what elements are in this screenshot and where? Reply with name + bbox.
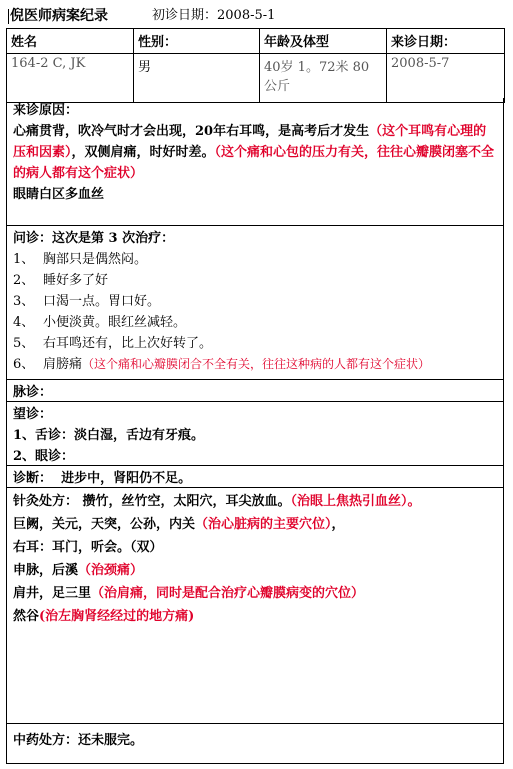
acu-line-6: 然谷(治左胸肾经经过的地方痛) xyxy=(13,609,195,624)
shoulder-note: （这个痛和心瓣膜闭合不全有关，往往这种病的人都有这个症状） xyxy=(82,357,431,371)
acu-line-3: 右耳：耳门，听会。（双） xyxy=(13,540,163,555)
diagnosis-line xyxy=(13,468,497,489)
acu-line-4: 申脉，后溪（治颈痛） xyxy=(13,563,144,578)
acupuncture-section xyxy=(6,488,504,724)
list-item: 1、 胸部只是偶然闷。 xyxy=(13,252,148,267)
reason-note1: （这个耳鸣有心理的压和因素） xyxy=(13,124,487,160)
value-sex: 男 xyxy=(134,54,260,103)
header-name: 姓名 xyxy=(7,29,134,54)
pulse-section xyxy=(6,380,504,402)
inquiry-label: 问诊：这次是第 3 次治疗： xyxy=(13,231,175,246)
observe-label: 望诊： xyxy=(13,407,53,422)
list-item: 3、 口渴一点。胃口好。 xyxy=(13,294,161,309)
list-item: 5、 右耳鸣还有，比上次好转了。 xyxy=(13,336,213,351)
reason-eye: 眼睛白区多血丝 xyxy=(13,187,105,202)
title-row xyxy=(6,4,504,28)
text-cursor xyxy=(8,9,9,24)
value-visit-date: 2008-5-7 xyxy=(387,54,505,103)
diagnosis-section xyxy=(6,466,504,488)
inquiry-section xyxy=(6,226,504,380)
reason-line2: ，双侧肩痛，时好时差。 xyxy=(71,145,215,160)
value-age: 40岁 1。72米 80公斤 xyxy=(260,54,387,103)
herbal-text: 中药处方：还未服完。 xyxy=(13,733,144,748)
reason-section xyxy=(6,98,504,226)
reason-line1: 心痛贯背，吹冷气时才会出现，20年右耳鸣，是高考后才发生 xyxy=(13,124,370,139)
diagnosis-text: 进步中，肾阳仍不足。 xyxy=(61,471,192,486)
pulse-label: 脉诊： xyxy=(13,385,53,400)
reason-note2: （这个痛和心包的压力有关，往往心瓣膜闭塞不全的病人都有这个症状） xyxy=(13,145,495,181)
acu-line-5: 肩井，足三里（治肩痛，同时是配合治疗心瓣膜病变的穴位） xyxy=(13,586,365,601)
diagnosis-label: 诊断： xyxy=(13,471,53,486)
header-sex: 性别： xyxy=(134,29,260,54)
acu-line-2: 巨阙，关元，天突，公孙，内关（治心脏病的主要穴位）， xyxy=(13,517,345,532)
header-age: 年龄及体型 xyxy=(260,29,387,54)
list-item: 2、 睡好多了好 xyxy=(13,273,109,288)
reason-label: 来诊原因： xyxy=(13,103,79,118)
tongue-diagnosis: 1、舌诊：淡白湿，舌边有牙痕。 xyxy=(13,428,205,443)
patient-info-table xyxy=(6,28,505,103)
observe-section xyxy=(6,402,504,466)
list-item: 4、 小便淡黄。眼红丝减轻。 xyxy=(13,315,187,330)
medical-record-sheet xyxy=(6,4,504,765)
eye-diagnosis: 2、眼诊： xyxy=(13,449,75,464)
value-name: 164-2 C, JK xyxy=(7,54,134,103)
first-visit-date: 初诊日期：2008-5-1 xyxy=(152,8,276,23)
herbal-section xyxy=(6,724,504,764)
record-title: 倪医师病案纪录 xyxy=(10,8,108,24)
reason-text xyxy=(13,121,497,184)
header-visit-date: 来诊日期： xyxy=(387,29,505,54)
acu-line-1: 针灸处方： 攒竹，丝竹空，太阳穴，耳尖放血。（治眼上焦热引血丝）。 xyxy=(13,494,421,509)
list-item: 6、 肩膀痛 （这个痛和心瓣膜闭合不全有关，往往这种病的人都有这个症状） xyxy=(13,354,497,375)
